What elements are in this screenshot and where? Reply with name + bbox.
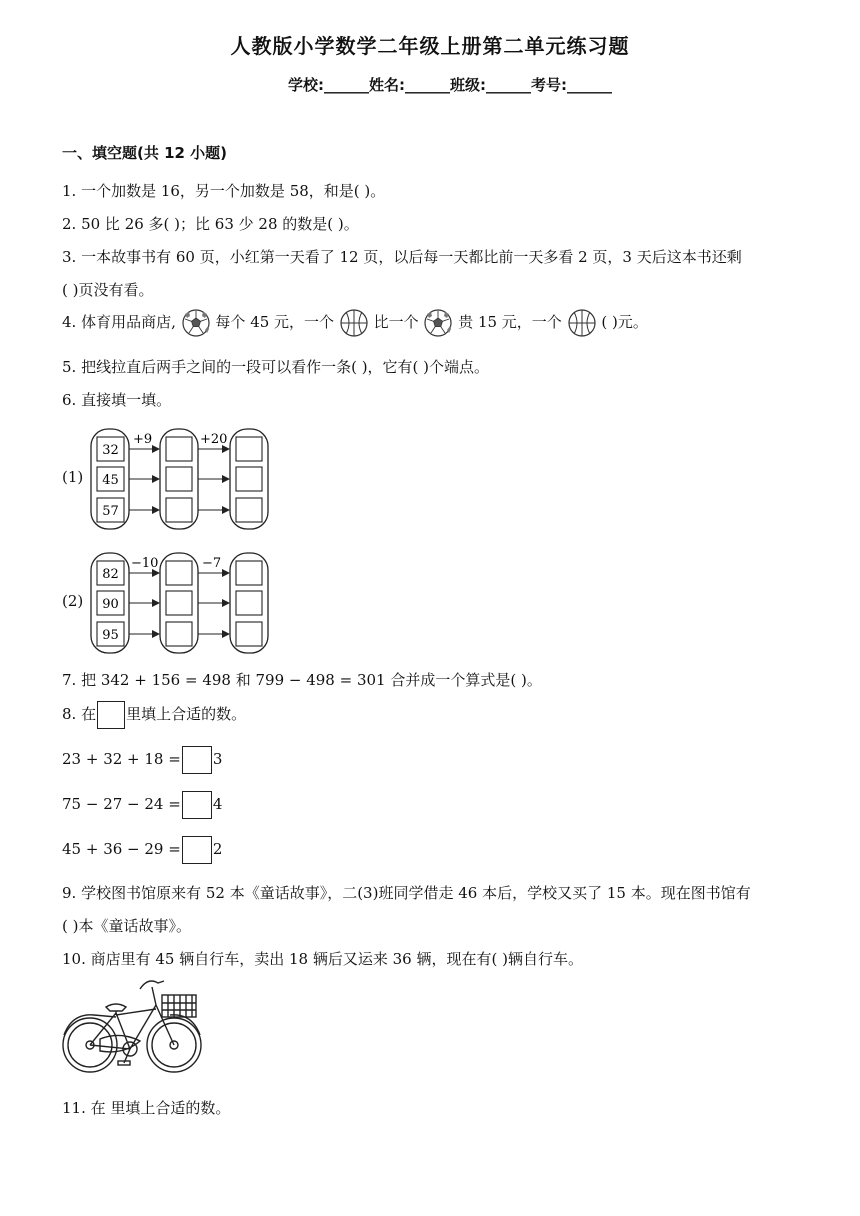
equation-1-answer-box[interactable] [182, 746, 212, 774]
question-3-line-2: ( )页没有看。 [62, 281, 154, 299]
bicycle-icon [60, 973, 204, 1077]
question-8 [62, 699, 246, 729]
answer-box-icon [97, 701, 125, 729]
q8-text-before: 8. 在 [62, 705, 97, 723]
equation-2-expr: 75 − 27 − 24 = [62, 795, 181, 813]
question-11: 11. 在 里填上合适的数。 [62, 1099, 231, 1117]
equation-1 [62, 744, 222, 774]
q4-text-2: 每个 45 元，一个 [215, 313, 335, 331]
equation-3-answer-box[interactable] [182, 836, 212, 864]
question-4 [62, 306, 648, 338]
diagram-1-op1: +9 [133, 432, 153, 447]
question-9-line-1: 9. 学校图书馆原来有 52 本《童话故事》，二(3)班同学借走 46 本后，学校又买了 15 本。现在图书馆有 [62, 884, 751, 902]
diagram-2-value-1: 82 [102, 567, 119, 582]
q8-text-after: 里填上合适的数。 [126, 705, 247, 723]
diagram-1-label: (1) [62, 468, 84, 486]
basketball-icon [567, 308, 597, 338]
q4-text-4: 贵 15 元，一个 [458, 313, 562, 331]
flow-diagram-1 [88, 426, 272, 532]
question-5: 5. 把线拉直后两手之间的一段可以看作一条( )，它有( )个端点。 [62, 358, 490, 376]
flow-diagram-2 [88, 550, 272, 656]
basketball-icon [339, 308, 369, 338]
soccer-ball-icon [423, 308, 453, 338]
q4-text-5: ( )元。 [601, 313, 648, 331]
diagram-2-value-2: 90 [102, 597, 119, 612]
diagram-1-op2: +20 [200, 432, 228, 447]
diagram-1-value-1: 32 [102, 443, 119, 458]
soccer-ball-icon [181, 308, 211, 338]
diagram-2-op1: −10 [131, 556, 159, 571]
question-10: 10. 商店里有 45 辆自行车，卖出 18 辆后又运来 36 辆，现在有( )辆自行车。 [62, 950, 583, 968]
equation-3 [62, 834, 222, 864]
equation-2-answer-box[interactable] [182, 791, 212, 819]
section-title: 一、填空题(共 12 小题) [62, 144, 228, 162]
equation-3-suffix: 2 [212, 840, 223, 858]
question-6: 6. 直接填一填。 [62, 391, 172, 409]
equation-1-expr: 23 + 32 + 18 = [62, 750, 181, 768]
question-7: 7. 把 342 + 156 = 498 和 799 − 498 = 301 合并成一个算式是( )。 [62, 671, 542, 689]
equation-3-expr: 45 + 36 − 29 = [62, 840, 181, 858]
diagram-1-value-2: 45 [102, 473, 119, 488]
equation-2 [62, 789, 222, 819]
q4-text-3: 比一个 [373, 313, 419, 331]
equation-1-suffix: 3 [212, 750, 223, 768]
student-info-line: 学校:______姓名:______班级:______考号:______ [288, 76, 612, 94]
equation-2-suffix: 4 [212, 795, 223, 813]
diagram-1-value-3: 57 [102, 504, 119, 519]
question-3-line-1: 3. 一本故事书有 60 页，小红第一天看了 12 页，以后每一天都比前一天多看 2 页，3 天后这本书还剩 [62, 248, 742, 266]
diagram-2-value-3: 95 [102, 628, 119, 643]
question-1: 1. 一个加数是 16，另一个加数是 58，和是( )。 [62, 182, 386, 200]
q4-text-1: 4. 体育用品商店, [62, 313, 176, 331]
page-title: 人教版小学数学二年级上册第二单元练习题 [230, 34, 630, 58]
diagram-2-label: (2) [62, 592, 84, 610]
question-2: 2. 50 比 26 多( )；比 63 少 28 的数是( )。 [62, 215, 359, 233]
diagram-2-op2: −7 [202, 556, 222, 571]
question-9-line-2: ( )本《童话故事》。 [62, 917, 191, 935]
